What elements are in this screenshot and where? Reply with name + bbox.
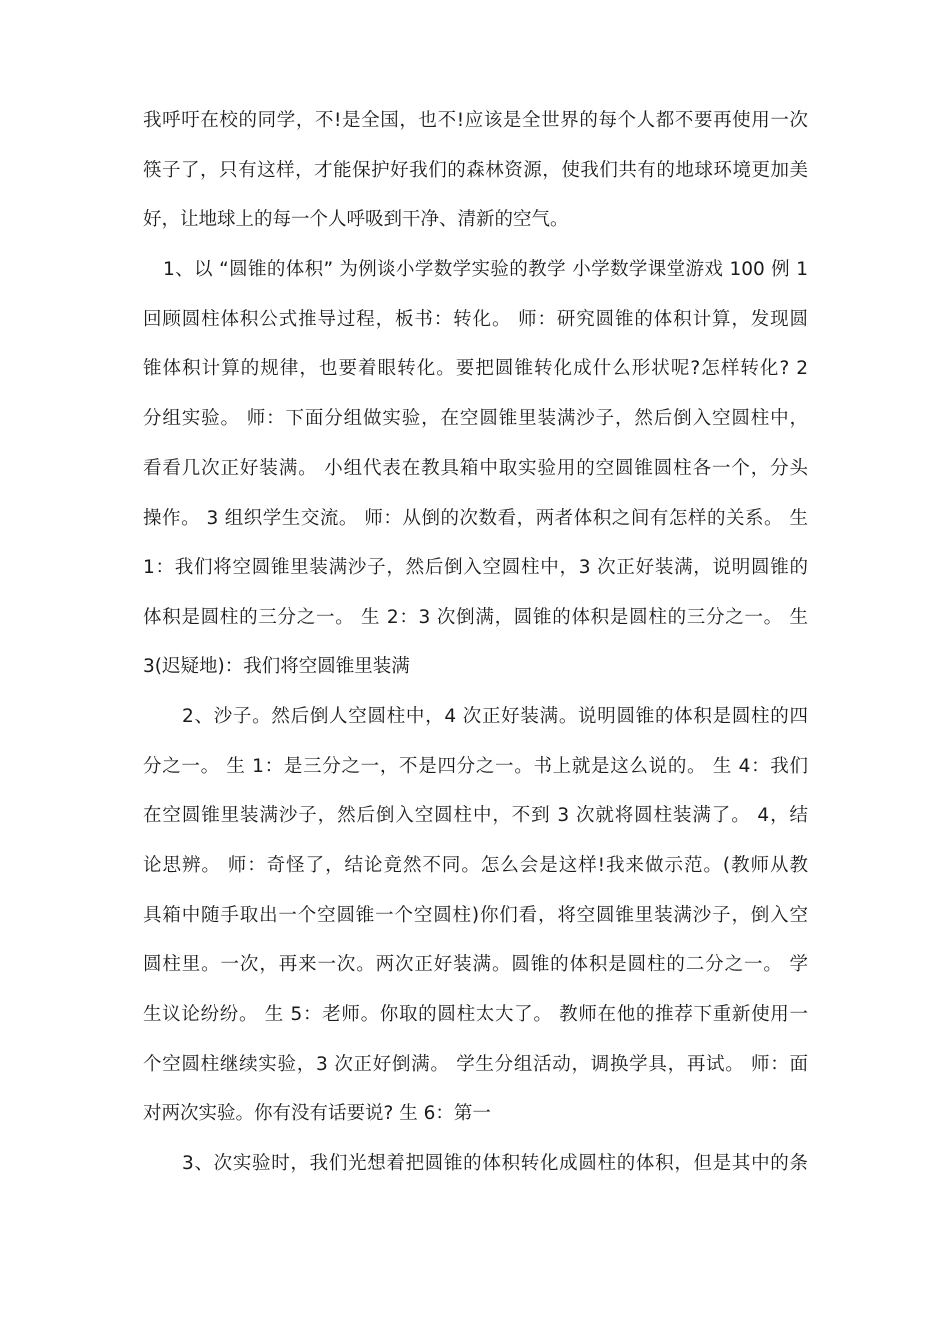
text-line: 锥体积计算的规律，也要着眼转化。要把圆锥转化成什么形状呢?怎样转化? 2 bbox=[143, 358, 808, 379]
text-line: 体积是圆柱的三分之一。 生 2：3 次倒满，圆锥的体积是圆柱的三分之一。 生 bbox=[143, 607, 808, 628]
text-line: 3(迟疑地)：我们将空圆锥里装满 bbox=[143, 656, 410, 677]
text-line: 回顾圆柱体积公式推导过程，板书：转化。 师：研究圆锥的体积计算，发现圆 bbox=[143, 309, 808, 330]
text-line: 看看几次正好装满。 小组代表在教具箱中取实验用的空圆锥圆柱各一个，分头 bbox=[143, 458, 808, 479]
text-line: 分之一。 生 1：是三分之一，不是四分之一。书上就是这么说的。 生 4：我们 bbox=[143, 756, 808, 777]
section-heading-line: 1、以 “圆锥的体积” 为例谈小学数学实验的教学 小学数学课堂游戏 100 例 1 bbox=[163, 259, 808, 280]
text-line: 个空圆柱继续实验，3 次正好倒满。 学生分组活动，调换学具，再试。 师：面 bbox=[143, 1054, 808, 1075]
text-line: 在空圆锥里装满沙子，然后倒入空圆柱中，不到 3 次就将圆柱装满了。 4，结 bbox=[143, 805, 808, 826]
text-line: 操作。 3 组织学生交流。 师：从倒的次数看，两者体积之间有怎样的关系。 生 bbox=[143, 508, 808, 529]
text-line: 圆柱里。一次，再来一次。两次正好装满。圆锥的体积是圆柱的二分之一。 学 bbox=[143, 954, 808, 975]
section-heading-line: 3、次实验时，我们光想着把圆锥的体积转化成圆柱的体积，但是其中的条 bbox=[182, 1153, 808, 1174]
text-line: 好，让地球上的每一个人呼吸到干净、清新的空气。 bbox=[143, 209, 569, 230]
text-line: 分组实验。 师：下面分组做实验，在空圆锥里装满沙子，然后倒入空圆柱中， bbox=[143, 408, 808, 429]
text-line: 1：我们将空圆锥里装满沙子，然后倒入空圆柱中，3 次正好装满，说明圆锥的 bbox=[143, 557, 808, 578]
text-line: 筷子了，只有这样，才能保护好我们的森林资源，使我们共有的地球环境更加美 bbox=[143, 160, 808, 181]
section-heading-line: 2、沙子。然后倒人空圆柱中，4 次正好装满。说明圆锥的体积是圆柱的四 bbox=[182, 706, 808, 727]
text-line: 我呼吁在校的同学，不!是全国，也不!应该是全世界的每个人都不要再使用一次 bbox=[143, 110, 808, 131]
text-line: 具箱中随手取出一个空圆锥一个空圆柱)你们看，将空圆锥里装满沙子，倒入空 bbox=[143, 905, 808, 926]
text-line: 对两次实验。你有没有话要说? 生 6：第一 bbox=[143, 1103, 491, 1124]
text-line: 论思辨。 师：奇怪了，结论竟然不同。怎么会是这样!我来做示范。(教师从教 bbox=[143, 855, 808, 876]
text-line: 生议论纷纷。 生 5：老师。你取的圆柱太大了。 教师在他的推荐下重新使用一 bbox=[143, 1004, 808, 1025]
